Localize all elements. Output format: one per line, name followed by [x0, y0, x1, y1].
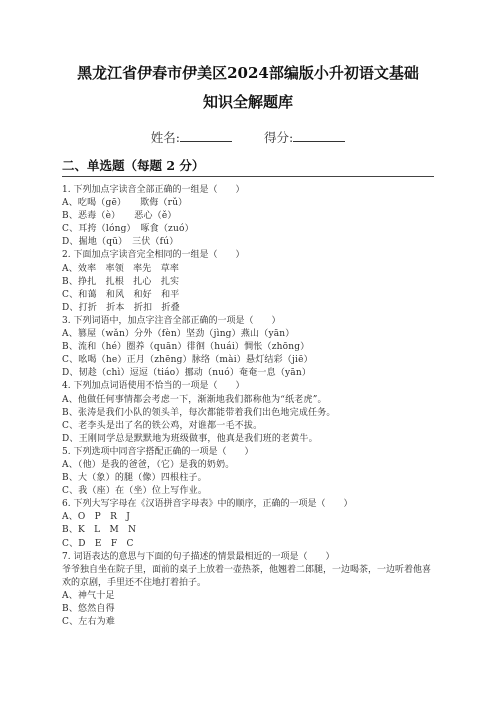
option-line: D、掘地（qū） 三伏（fú）	[62, 237, 179, 248]
option-line: B、挣扎 扎根 扎心 扎实	[62, 276, 180, 287]
section-heading: 二、单选题（每题 2 分）	[62, 158, 205, 173]
option-line: A、（他）是我的爸爸，（它）是我的奶奶。	[62, 459, 235, 470]
option-line: A、O P R J	[62, 512, 131, 523]
option-line: C、左右为难	[62, 617, 116, 628]
option-line: C、我（座）在（坐）位上写作业。	[62, 486, 208, 497]
option-line: A、效率 率领 率先 草率	[62, 263, 180, 274]
score-label: 得分:	[263, 130, 294, 145]
question-line: 5. 下列选项中同音字搭配正确的一项是（ ）	[62, 446, 254, 457]
option-line: B、流和（hé）圈养（quān）徘徊（huái）惆怅（zhōng）	[62, 342, 310, 353]
question-line: 6. 下列大写字母在《汉语拼音字母表》中的顺序，正确的一项是（ ）	[62, 499, 353, 510]
document-title-line2: 知识全解题库	[202, 93, 293, 111]
option-line: C、D E F C	[62, 538, 134, 549]
score-blank	[293, 129, 345, 142]
option-line: A、神气十足	[62, 590, 115, 601]
option-line: C、和蔼 和风 和好 和平	[62, 289, 180, 300]
option-line: C、老李头是出了名的铁公鸡，对谁都一毛不拔。	[62, 420, 263, 431]
section-divider	[62, 176, 434, 177]
question-line: 1. 下列加点字读音全部正确的一组是（ ）	[62, 185, 245, 195]
document-title-line1: 黑龙江省伊春市伊美区2024部编版小升初语文基础	[77, 64, 419, 82]
option-line: C、吆喝（he）正月（zhēng）脉络（mài）悬灯结彩（jiē）	[62, 355, 313, 366]
question-line: 2. 下面加点字读音完全相同的一组是（ ）	[62, 250, 245, 261]
option-line: B、大（象）的腿（像）四根柱子。	[62, 473, 207, 484]
option-line: B、恶毒（è） 恶心（ě）	[62, 211, 177, 222]
name-score-line	[0, 128, 496, 146]
passage-text: 爷爷独自坐在院子里，面前的桌子上放着一壶热茶，他翘着二郎腿，一边喝茶，一边听着他喜欢的京剧，手里还不住地打着拍子。	[62, 564, 432, 588]
option-line: B、悠然自得	[62, 604, 115, 614]
name-blank	[180, 129, 232, 142]
option-line: A、篡屋（wǎn）分外（fèn）坚劲（jìng）燕山（yān）	[62, 329, 295, 340]
question-line: 7. 词语表达的意思与下面的句子描述的情景最相近的一项是（ ）	[62, 551, 335, 562]
name-label: 姓名:	[150, 130, 180, 145]
option-line: B、张涛是我们小队的领头羊，每次都能带着我们出色地完成任务。	[62, 407, 336, 418]
option-line: D、打折 折本 折扣 折叠	[62, 302, 180, 313]
option-line: A、吃喝（gē） 欺侮（rǔ）	[62, 198, 188, 209]
question-line: 4. 下列加点词语使用不恰当的一项是（ ）	[62, 381, 245, 392]
score-field	[264, 128, 345, 146]
option-line: C、耳挎（lóng） 啄食（zuó）	[62, 224, 194, 235]
question-list	[62, 184, 438, 629]
option-line: D、王刚同学总是默默地为班级做事，他真是我们班的老黄牛。	[62, 433, 318, 444]
option-line: B、K L M N	[62, 525, 137, 536]
option-line: D、韧趁（chì）逗逗（tiáo）挪动（nuó）奄奄一息（yān）	[62, 368, 312, 379]
option-line: A、他做任何事情都会考虑一下，渐渐地我们都称他为“纸老虎”。	[62, 394, 327, 405]
name-field	[151, 128, 232, 146]
question-line: 3. 下列词语中，加点字注音全部正确的一项是（ ）	[62, 315, 281, 326]
